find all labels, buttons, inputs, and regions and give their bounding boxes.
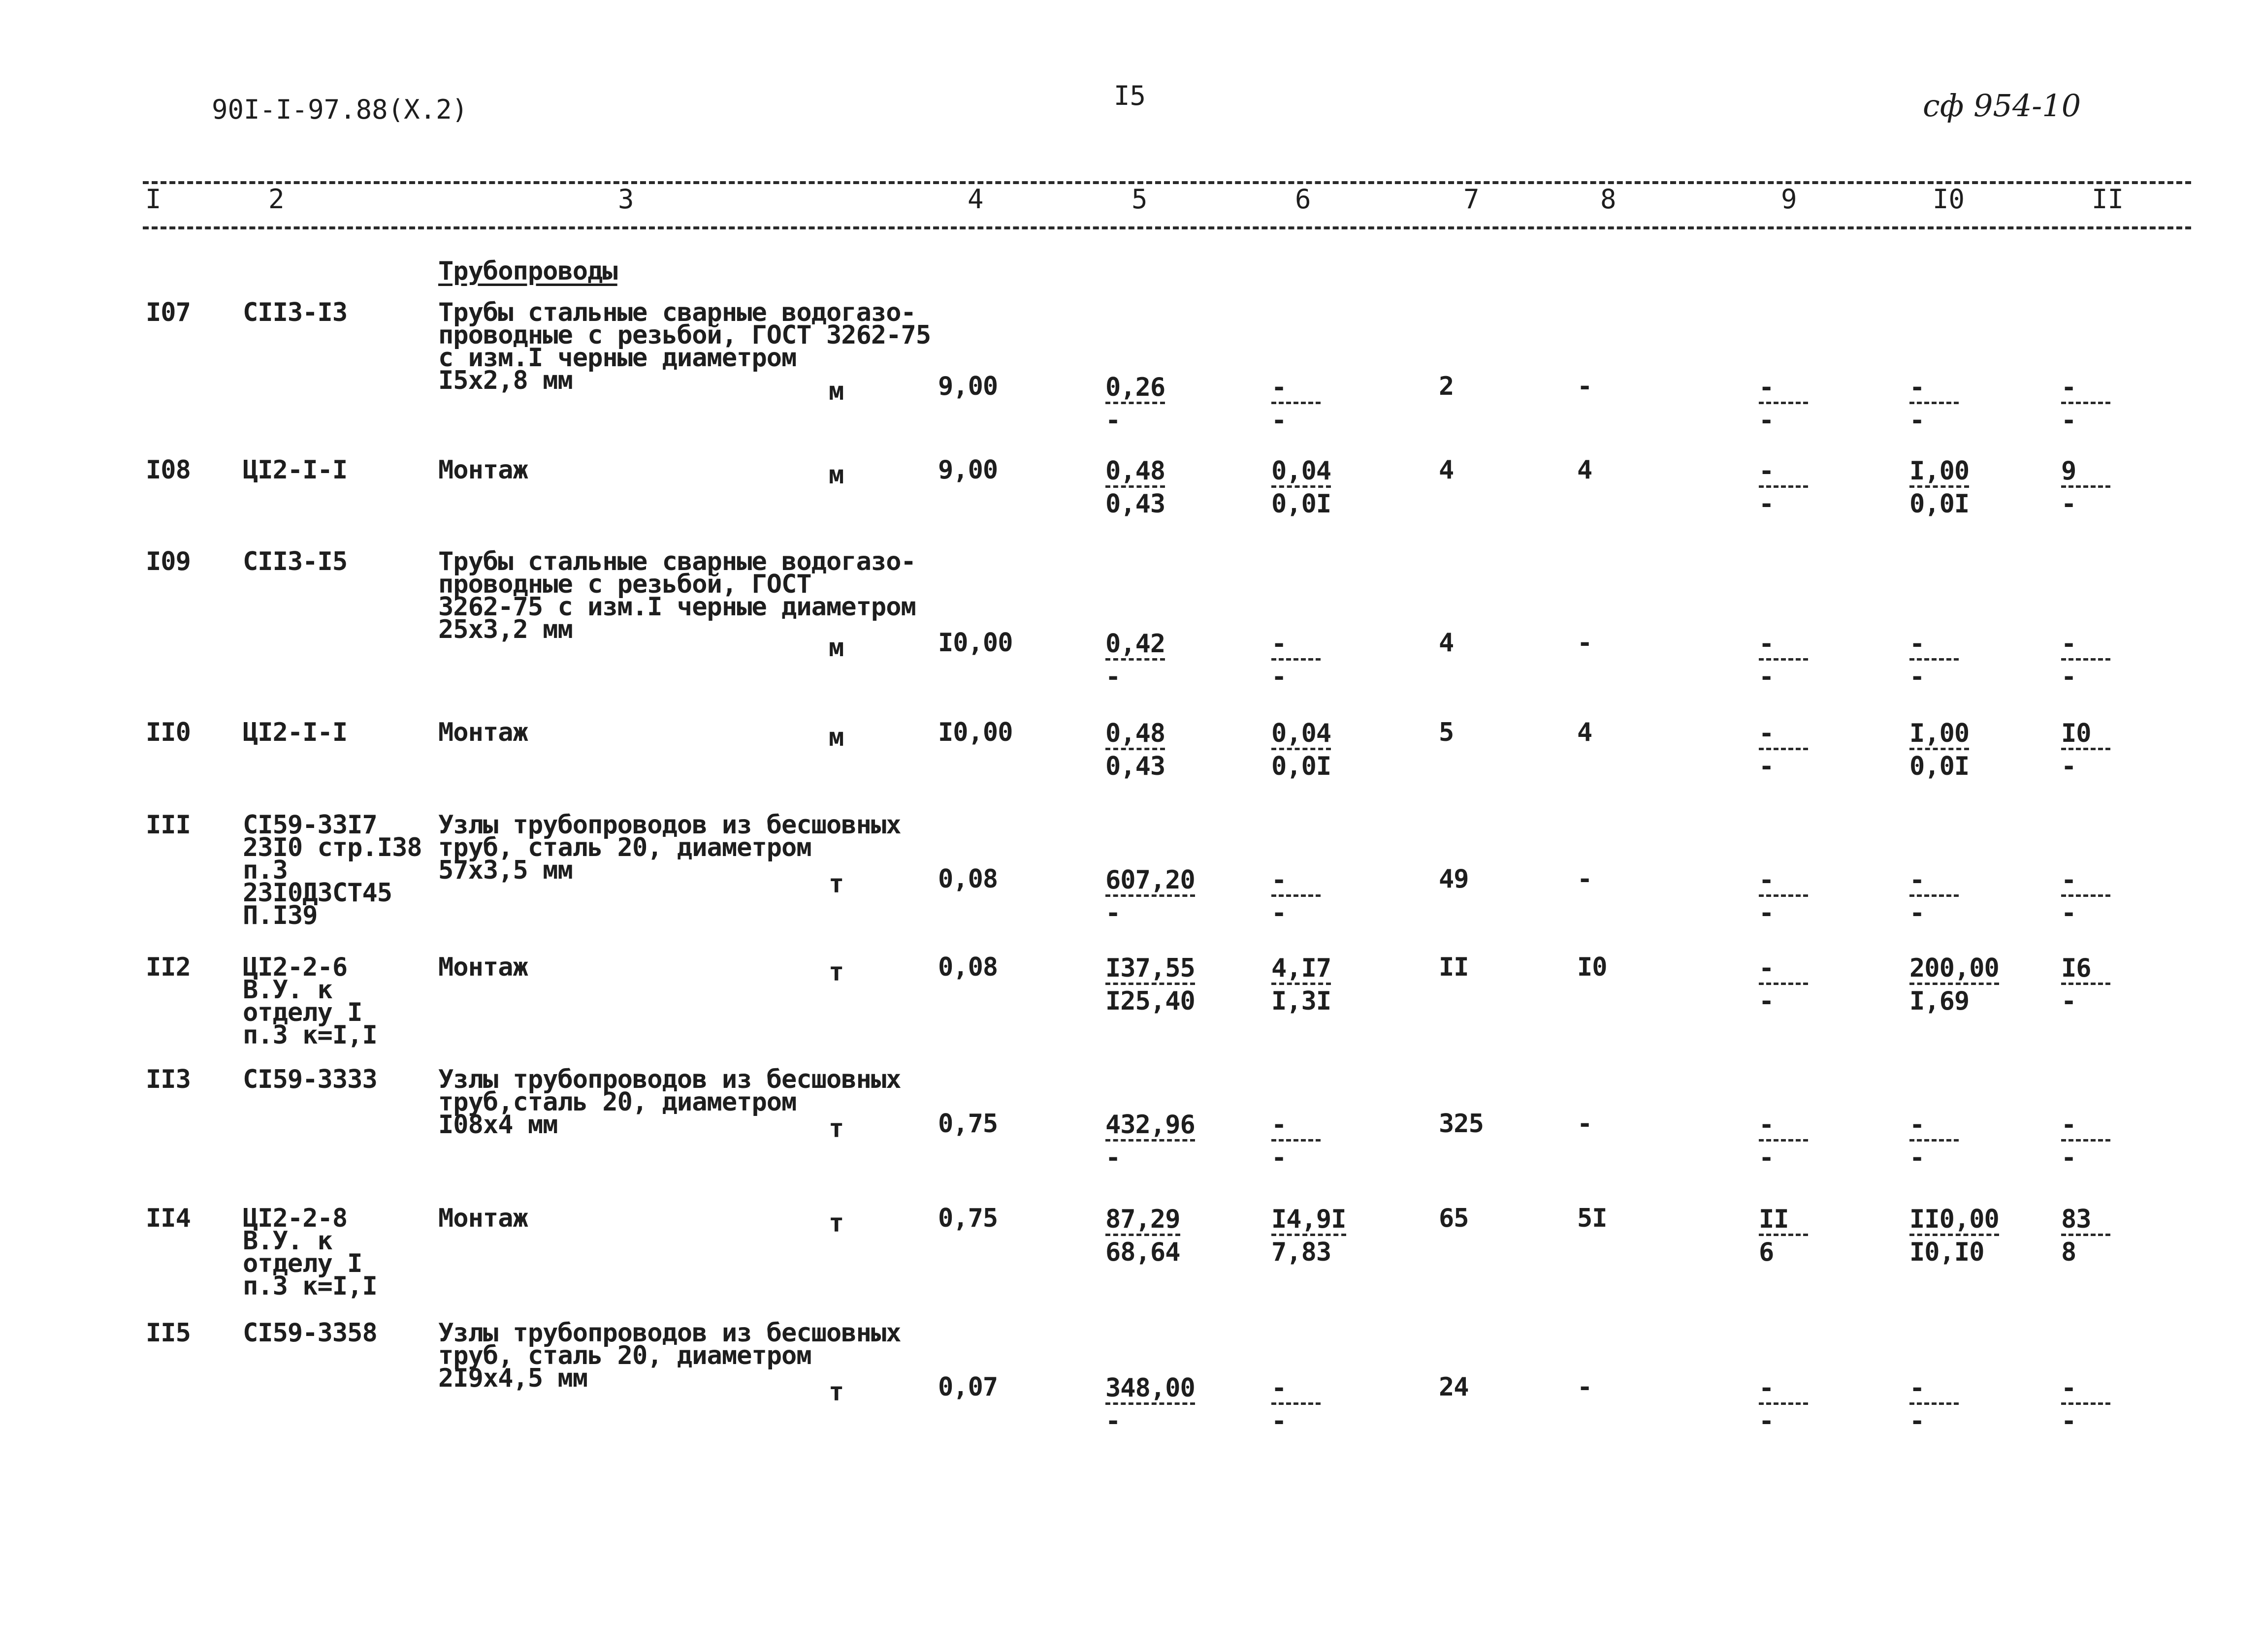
cell-col9-fraction-bar: [1759, 485, 1808, 488]
cell-col6-numerator: 0,04: [1271, 456, 1331, 486]
cell-col10-denominator: 0,0I: [1909, 489, 1970, 519]
cell-col5-numerator: 0,42: [1105, 629, 1165, 659]
cell-col6-numerator: 0,04: [1271, 719, 1331, 748]
cell-col10-numerator: -: [1909, 1110, 1925, 1140]
cell-col11: [2061, 953, 2110, 1016]
row-number: II3: [146, 1065, 191, 1094]
cell-col5-fraction-bar: [1105, 485, 1165, 488]
cell-col5-numerator: 87,29: [1105, 1205, 1180, 1234]
cell-col9-numerator: -: [1759, 1373, 1774, 1403]
header-top-rule: [143, 181, 2191, 184]
cell-col6: [1271, 1207, 1346, 1265]
row-unit: м: [829, 633, 844, 663]
row-number: I09: [146, 547, 191, 576]
row-description: Монтаж: [438, 455, 528, 485]
cell-col6-numerator: I4,9I: [1271, 1205, 1346, 1234]
cell-col6: [1271, 1373, 1321, 1436]
cell-col6: [1271, 375, 1321, 433]
cell-col11-numerator: -: [2061, 865, 2076, 895]
row-number: III: [146, 810, 191, 840]
cell-col9-fraction-bar: [1759, 1402, 1808, 1405]
column-header-9: 9: [1781, 184, 1797, 215]
cell-col11-denominator: -: [2061, 406, 2076, 435]
cell-col5-numerator: 607,20: [1105, 865, 1195, 895]
row-description: Монтаж: [438, 718, 528, 747]
cell-col6-fraction-bar: [1271, 894, 1321, 897]
cell-col11: [2061, 1373, 2110, 1436]
cell-col8: -: [1577, 628, 1592, 658]
row-code: ЦI2-I-I: [243, 455, 348, 485]
cell-col5-fraction-bar: [1105, 748, 1165, 750]
column-header-7: 7: [1463, 184, 1480, 215]
cell-col11: [2061, 456, 2110, 519]
cell-col9-numerator: -: [1759, 456, 1774, 486]
row-description: I08x4 мм: [438, 1110, 558, 1140]
cell-col8: -: [1577, 372, 1592, 401]
cell-col10-numerator: -: [1909, 629, 1925, 659]
row-code: п.3 к=I,I: [243, 1020, 377, 1050]
row-description: с изм.I черные диаметром: [438, 343, 797, 373]
cell-col6: [1271, 456, 1331, 519]
cell-col6-fraction-bar: [1271, 658, 1321, 661]
cell-col10-denominator: 0,0I: [1909, 752, 1970, 781]
cell-col6-denominator: -: [1271, 898, 1287, 928]
cell-col11-numerator: 83: [2061, 1205, 2091, 1234]
cell-col10: [1909, 629, 1959, 692]
row-description: Монтаж: [438, 1204, 528, 1233]
cell-col6: [1271, 629, 1321, 692]
cell-col5-denominator: -: [1105, 406, 1121, 435]
cell-col6-numerator: -: [1271, 373, 1287, 402]
row-code: п.3: [243, 856, 288, 885]
cell-col11-denominator: -: [2061, 662, 2076, 692]
cell-col9-denominator: 6: [1759, 1238, 1774, 1267]
cell-col5-denominator: -: [1105, 898, 1121, 928]
cell-col6-denominator: -: [1271, 406, 1287, 435]
cell-col10-denominator: -: [1909, 898, 1925, 928]
cell-col10-denominator: I,69: [1909, 986, 1970, 1016]
cell-col9-fraction-bar: [1759, 894, 1808, 897]
cell-col11-numerator: -: [2061, 629, 2076, 659]
column-header-11: II: [2092, 184, 2124, 215]
cell-col9-numerator: -: [1759, 865, 1774, 895]
row-unit: м: [829, 460, 844, 490]
cell-col6-denominator: 0,0I: [1271, 752, 1331, 781]
cell-col5-fraction-bar: [1105, 1234, 1180, 1236]
cell-col6-denominator: -: [1271, 1143, 1287, 1173]
cell-col11-denominator: -: [2061, 898, 2076, 928]
row-code: 23I0 стр.I38: [243, 833, 422, 862]
cell-col10-fraction-bar: [1909, 1234, 1999, 1236]
column-header-1: I: [145, 184, 162, 215]
cell-col9-denominator: -: [1759, 406, 1774, 435]
row-quantity: 0,75: [938, 1109, 998, 1139]
cell-col11: [2061, 629, 2110, 692]
row-code: CI59-3333: [243, 1065, 377, 1094]
column-header-4: 4: [968, 184, 984, 215]
cell-col6-denominator: -: [1271, 662, 1287, 692]
cell-col11-numerator: -: [2061, 1110, 2076, 1140]
cell-col11: [2061, 1207, 2110, 1265]
cell-col7: II: [1439, 953, 1469, 982]
cell-col11-denominator: -: [2061, 1143, 2076, 1173]
cell-col10-denominator: I0,I0: [1909, 1238, 1984, 1267]
row-quantity: 9,00: [938, 372, 998, 401]
cell-col11-fraction-bar: [2061, 748, 2110, 750]
cell-col5: [1105, 721, 1165, 779]
row-description: труб, сталь 20, диаметром: [438, 1341, 811, 1370]
cell-col9-fraction-bar: [1759, 402, 1808, 404]
cell-col8: I0: [1577, 953, 1607, 982]
cell-col10-fraction-bar: [1909, 1402, 1959, 1405]
cell-col9-numerator: II: [1759, 1205, 1789, 1234]
cell-col11: [2061, 375, 2110, 433]
cell-col9-numerator: -: [1759, 373, 1774, 402]
cell-col10-fraction-bar: [1909, 1139, 1959, 1142]
row-number: II5: [146, 1318, 191, 1348]
cell-col6: [1271, 721, 1331, 779]
row-number: I08: [146, 455, 191, 485]
cell-col6-fraction-bar: [1271, 748, 1331, 750]
cell-col11-denominator: -: [2061, 1406, 2076, 1436]
row-description: 3262-75 с изм.I черные диаметром: [438, 592, 916, 622]
cell-col5-numerator: 432,96: [1105, 1110, 1195, 1140]
cell-col7: 4: [1439, 628, 1454, 658]
cell-col11-denominator: -: [2061, 489, 2076, 519]
cell-col11-numerator: I0: [2061, 719, 2091, 748]
cell-col7: 2: [1439, 372, 1454, 401]
row-quantity: 0,75: [938, 1204, 998, 1233]
cell-col5-fraction-bar: [1105, 402, 1165, 404]
cell-col9: [1759, 721, 1808, 779]
row-unit: т: [829, 869, 844, 899]
cell-col10: [1909, 1373, 1959, 1436]
row-quantity: 0,08: [938, 864, 998, 894]
row-unit: м: [829, 723, 844, 752]
cell-col5-denominator: I25,40: [1105, 986, 1195, 1016]
cell-col9: [1759, 1207, 1808, 1265]
row-description: 57x3,5 мм: [438, 856, 573, 885]
cell-col5: [1105, 1207, 1180, 1265]
cell-col10: [1909, 375, 1959, 433]
row-code: CII3-I3: [243, 298, 348, 327]
cell-col9-fraction-bar: [1759, 983, 1808, 985]
row-description: труб,сталь 20, диаметром: [438, 1087, 797, 1117]
cell-col5: [1105, 865, 1195, 928]
row-number: II2: [146, 953, 191, 982]
cell-col5-denominator: -: [1105, 1406, 1121, 1436]
cell-col9-denominator: -: [1759, 489, 1774, 519]
cell-col7: 49: [1439, 864, 1469, 894]
cell-col6-denominator: 7,83: [1271, 1238, 1331, 1267]
row-description: Трубы стальные сварные водогазо-: [438, 547, 916, 576]
cell-col11-denominator: -: [2061, 986, 2076, 1016]
cell-col9-numerator: -: [1759, 629, 1774, 659]
cell-col6-denominator: -: [1271, 1406, 1287, 1436]
row-description: Узлы трубопроводов из бесшовных: [438, 1065, 901, 1094]
cell-col8: -: [1577, 1372, 1592, 1402]
cell-col11-fraction-bar: [2061, 402, 2110, 404]
cell-col10-fraction-bar: [1909, 983, 1999, 985]
cell-col10-denominator: -: [1909, 406, 1925, 435]
cell-col6-fraction-bar: [1271, 485, 1331, 488]
cell-col10: [1909, 721, 1969, 779]
cell-col6-numerator: -: [1271, 629, 1287, 659]
row-code: CII3-I5: [243, 547, 348, 576]
cell-col10: [1909, 1207, 1999, 1265]
cell-col6-numerator: 4,I7: [1271, 953, 1331, 983]
cell-col10: [1909, 865, 1959, 928]
cell-col9-numerator: -: [1759, 1110, 1774, 1140]
cell-col6-numerator: -: [1271, 1110, 1287, 1140]
cell-col5-fraction-bar: [1105, 1402, 1195, 1405]
cell-col10-numerator: 200,00: [1909, 953, 1999, 983]
cell-col8: 4: [1577, 718, 1592, 747]
cell-col10-denominator: -: [1909, 662, 1925, 692]
cell-col9-denominator: -: [1759, 662, 1774, 692]
cell-col9: [1759, 953, 1808, 1016]
cell-col9: [1759, 1373, 1808, 1436]
cell-col9-fraction-bar: [1759, 658, 1808, 661]
cell-col6-denominator: I,3I: [1271, 986, 1331, 1016]
cell-col11-numerator: 9: [2061, 456, 2076, 486]
cell-col6-fraction-bar: [1271, 1402, 1321, 1405]
row-quantity: 0,08: [938, 953, 998, 982]
cell-col7: 4: [1439, 455, 1454, 485]
cell-col5: [1105, 629, 1165, 692]
row-number: II4: [146, 1204, 191, 1233]
cell-col11-fraction-bar: [2061, 1402, 2110, 1405]
cell-col10-fraction-bar: [1909, 894, 1959, 897]
cell-col5: [1105, 375, 1165, 433]
section-title: Трубопроводы: [438, 256, 617, 286]
cell-col11: [2061, 1110, 2110, 1173]
document-code: 90I-I-97.88(X.2): [212, 94, 468, 125]
cell-col10-fraction-bar: [1909, 658, 1959, 661]
row-description: Трубы стальные сварные водогазо-: [438, 298, 916, 327]
cell-col10-numerator: I,00: [1909, 456, 1970, 486]
cell-col6-numerator: -: [1271, 865, 1287, 895]
row-unit: м: [829, 377, 844, 406]
row-code: ЦI2-2-6: [243, 953, 348, 982]
cell-col11: [2061, 865, 2110, 928]
row-code: отделу I: [243, 998, 362, 1027]
cell-col5-numerator: 0,26: [1105, 373, 1165, 402]
cell-col6: [1271, 953, 1331, 1016]
cell-col6-fraction-bar: [1271, 983, 1331, 985]
row-description: Монтаж: [438, 953, 528, 982]
cell-col9-numerator: -: [1759, 953, 1774, 983]
page-number: I5: [1114, 80, 1146, 111]
cell-col5-fraction-bar: [1105, 983, 1195, 985]
row-code: п.3 к=I,I: [243, 1271, 377, 1301]
row-code: CI59-3358: [243, 1318, 377, 1348]
cell-col11-fraction-bar: [2061, 894, 2110, 897]
cell-col5-numerator: I37,55: [1105, 953, 1195, 983]
row-unit: т: [829, 1114, 844, 1144]
cell-col7: 65: [1439, 1204, 1469, 1233]
row-code: CI59-33I7: [243, 810, 377, 840]
cell-col6: [1271, 1110, 1321, 1173]
cell-col7: 325: [1439, 1109, 1484, 1139]
column-header-6: 6: [1295, 184, 1311, 215]
cell-col5-numerator: 348,00: [1105, 1373, 1195, 1403]
cell-col10: [1909, 456, 1970, 519]
cell-col9-denominator: -: [1759, 898, 1774, 928]
row-code: ЦI2-2-8: [243, 1204, 348, 1233]
row-description: 2I9x4,5 мм: [438, 1364, 588, 1393]
cell-col11-denominator: -: [2061, 752, 2076, 781]
cell-col5-denominator: 68,64: [1105, 1238, 1180, 1267]
cell-col5: [1105, 1110, 1195, 1173]
cell-col5-numerator: 0,48: [1105, 456, 1165, 486]
cell-col9: [1759, 1110, 1808, 1173]
row-number: I07: [146, 298, 191, 327]
row-code: В.У. к: [243, 975, 332, 1005]
cell-col5-denominator: -: [1105, 662, 1121, 692]
cell-col5-fraction-bar: [1105, 1139, 1195, 1142]
row-unit: т: [829, 1377, 844, 1407]
row-description: Узлы трубопроводов из бесшовных: [438, 810, 901, 840]
row-code: П.I39: [243, 901, 318, 930]
cell-col10-denominator: -: [1909, 1406, 1925, 1436]
cell-col10: [1909, 1110, 1959, 1173]
cell-col8: -: [1577, 1109, 1592, 1139]
cell-col9: [1759, 865, 1808, 928]
row-quantity: 0,07: [938, 1372, 998, 1402]
cell-col5: [1105, 1373, 1195, 1436]
cell-col10-denominator: -: [1909, 1143, 1925, 1173]
header-bottom-rule: [143, 226, 2191, 229]
cell-col9-fraction-bar: [1759, 1234, 1808, 1236]
row-unit: т: [829, 1208, 844, 1238]
cell-col6-numerator: -: [1271, 1373, 1287, 1403]
row-description: I5x2,8 мм: [438, 366, 573, 395]
cell-col5-fraction-bar: [1105, 658, 1165, 661]
cell-col7: 5: [1439, 718, 1454, 747]
cell-col11-fraction-bar: [2061, 1139, 2110, 1142]
cell-col9: [1759, 629, 1808, 692]
cell-col9-denominator: -: [1759, 1406, 1774, 1436]
cell-col6-fraction-bar: [1271, 1234, 1346, 1236]
cell-col10-fraction-bar: [1909, 402, 1959, 404]
cell-col5-denominator: -: [1105, 1143, 1121, 1173]
row-code: ЦI2-I-I: [243, 718, 348, 747]
cell-col8: -: [1577, 864, 1592, 894]
column-header-10: I0: [1933, 184, 1965, 215]
cell-col5-fraction-bar: [1105, 894, 1195, 897]
column-header-2: 2: [268, 184, 285, 215]
cell-col10-numerator: -: [1909, 1373, 1925, 1403]
cell-col6-fraction-bar: [1271, 402, 1321, 404]
cell-col5-denominator: 0,43: [1105, 752, 1165, 781]
cell-col9-fraction-bar: [1759, 1139, 1808, 1142]
cell-col11-fraction-bar: [2061, 658, 2110, 661]
row-number: II0: [146, 718, 191, 747]
cell-col9: [1759, 456, 1808, 519]
row-code: В.У. к: [243, 1226, 332, 1256]
cell-col6-fraction-bar: [1271, 1139, 1321, 1142]
cell-col5: [1105, 953, 1195, 1016]
cell-col9-fraction-bar: [1759, 748, 1808, 750]
cell-col10-numerator: -: [1909, 865, 1925, 895]
cell-col10-fraction-bar: [1909, 485, 1969, 488]
cell-col11-numerator: -: [2061, 373, 2076, 402]
cell-col7: 24: [1439, 1372, 1469, 1402]
cell-col5-denominator: 0,43: [1105, 489, 1165, 519]
cell-col11: [2061, 721, 2110, 779]
cell-col10-numerator: -: [1909, 373, 1925, 402]
cell-col10-fraction-bar: [1909, 748, 1969, 750]
cell-col5-numerator: 0,48: [1105, 719, 1165, 748]
cell-col9-numerator: -: [1759, 719, 1774, 748]
column-header-3: 3: [618, 184, 634, 215]
row-quantity: 9,00: [938, 455, 998, 485]
row-code: отделу I: [243, 1249, 362, 1278]
cell-col11-fraction-bar: [2061, 983, 2110, 985]
cell-col8: 4: [1577, 455, 1592, 485]
row-description: проводные с резьбой, ГОСТ: [438, 570, 811, 599]
cell-col6: [1271, 865, 1321, 928]
row-description: проводные с резьбой, ГОСТ 3262-75: [438, 320, 931, 350]
cell-col10-numerator: I,00: [1909, 719, 1970, 748]
row-description: труб, сталь 20, диаметром: [438, 833, 811, 862]
row-quantity: I0,00: [938, 718, 1013, 747]
row-unit: т: [829, 957, 844, 987]
cell-col10: [1909, 953, 1999, 1016]
row-description: 25x3,2 мм: [438, 615, 573, 644]
cell-col11-denominator: 8: [2061, 1238, 2076, 1267]
cell-col8: 5I: [1577, 1204, 1607, 1233]
cell-col9: [1759, 375, 1808, 433]
row-quantity: I0,00: [938, 628, 1013, 658]
cell-col11-numerator: -: [2061, 1373, 2076, 1403]
cell-col9-denominator: -: [1759, 1143, 1774, 1173]
cell-col9-denominator: -: [1759, 752, 1774, 781]
handwritten-reference: сф 954-10: [1923, 88, 2081, 124]
cell-col11-fraction-bar: [2061, 1234, 2110, 1236]
row-code: 23I0ДЗСТ45: [243, 878, 392, 908]
cell-col6-denominator: 0,0I: [1271, 489, 1331, 519]
column-header-5: 5: [1132, 184, 1148, 215]
cell-col5: [1105, 456, 1165, 519]
row-description: Узлы трубопроводов из бесшовных: [438, 1318, 901, 1348]
column-header-8: 8: [1600, 184, 1616, 215]
cell-col9-denominator: -: [1759, 986, 1774, 1016]
cell-col11-numerator: I6: [2061, 953, 2091, 983]
cell-col10-numerator: II0,00: [1909, 1205, 1999, 1234]
cell-col11-fraction-bar: [2061, 485, 2110, 488]
